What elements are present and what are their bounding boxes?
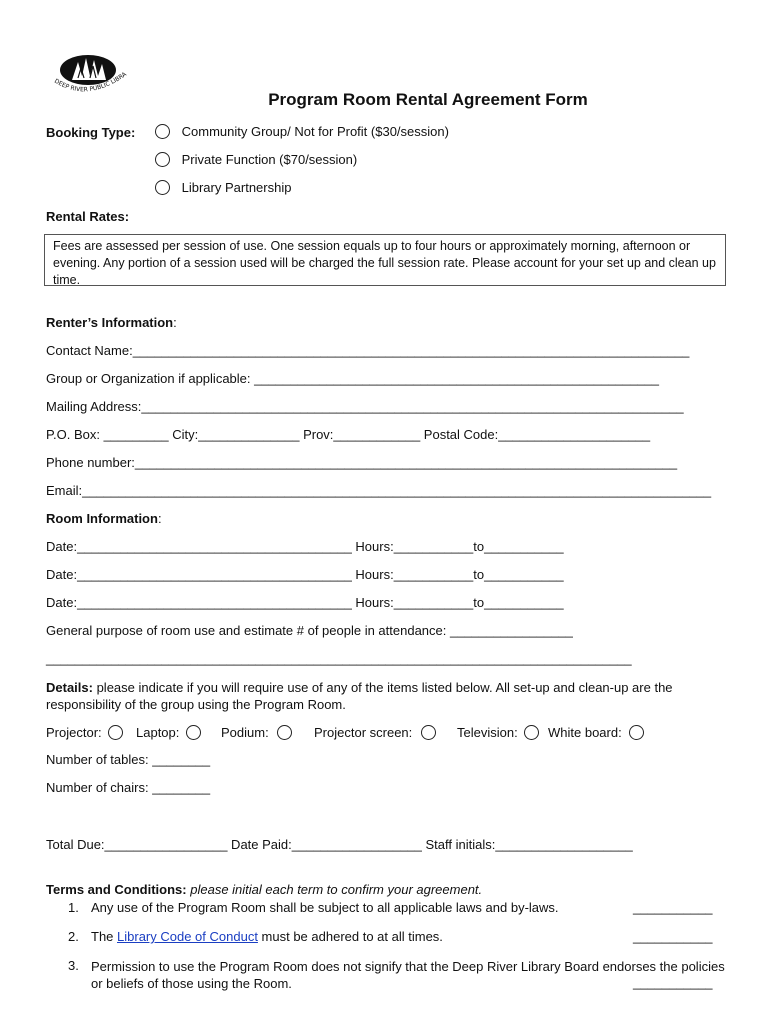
term-initial-field-2[interactable]: ___________	[633, 929, 713, 944]
radio-partnership[interactable]	[155, 180, 170, 195]
radio-projector[interactable]	[108, 725, 123, 740]
details-paragraph	[46, 679, 726, 713]
booking-option-partnership[interactable]	[155, 179, 291, 195]
renter-heading-text: Renter’s Information	[46, 315, 174, 330]
term-initial-field-1[interactable]: ___________	[633, 900, 713, 915]
contact-name-field[interactable]: Contact Name:_____________________________________________________________________________	[46, 343, 690, 358]
rental-rates-box: Fees are assessed per session of use. One session equals up to four hours or approximately morning, afternoon or evening. Any portion of a session used will be charged the full session rate. Please account for your set up and clean up time.	[44, 234, 726, 286]
details-text: please indicate if you will require use of any of the items listed below. All set-up and clean-up are the responsibility of the group using the Program Room.	[46, 680, 673, 712]
radio-podium[interactable]	[277, 725, 292, 740]
term-initial-field-3[interactable]: ___________	[633, 975, 713, 990]
booking-option-community[interactable]	[155, 123, 449, 139]
term-text	[91, 929, 443, 944]
equipment-label: Projector screen:	[314, 725, 413, 741]
terms-label: Terms and Conditions:	[46, 882, 187, 897]
radio-projector-screen[interactable]	[421, 725, 436, 740]
radio-white-board[interactable]	[629, 725, 644, 740]
terms-note: please initial each term to confirm your agreement.	[190, 882, 483, 897]
date-hours-field-1[interactable]: Date:______________________________________ Hours:___________to___________	[46, 539, 564, 554]
term-number: 2.	[68, 929, 79, 944]
equipment-podium[interactable]	[221, 724, 292, 740]
equipment-label: White board:	[548, 725, 622, 741]
booking-option-label: Community Group/ Not for Profit ($30/session)	[181, 124, 449, 140]
radio-private[interactable]	[155, 152, 170, 167]
term-number: 1.	[68, 900, 79, 915]
term-text: Any use of the Program Room shall be subject to all applicable laws and by-laws.	[91, 900, 559, 915]
room-heading	[46, 511, 162, 526]
organization-field[interactable]: Group or Organization if applicable: ________________________________________________________	[46, 371, 659, 386]
page-title: Program Room Rental Agreement Form	[268, 90, 588, 109]
radio-community[interactable]	[155, 124, 170, 139]
code-of-conduct-link[interactable]: Library Code of Conduct	[117, 929, 258, 944]
email-field[interactable]: Email:_______________________________________________________________________________________	[46, 483, 712, 498]
po-box-city-prov-postal-field[interactable]: P.O. Box: _________ City:______________ Prov:____________ Postal Code:_____________________	[46, 427, 651, 442]
booking-option-label: Library Partnership	[181, 180, 292, 196]
equipment-television[interactable]	[457, 724, 539, 740]
mailing-address-field[interactable]: Mailing Address:___________________________________________________________________________	[46, 399, 684, 414]
equipment-laptop[interactable]	[136, 724, 201, 740]
date-hours-field-2[interactable]: Date:______________________________________ Hours:___________to___________	[46, 567, 564, 582]
room-heading-colon: :	[157, 511, 162, 526]
renter-heading	[46, 315, 177, 330]
number-of-chairs-field[interactable]: Number of chairs: ________	[46, 780, 211, 795]
number-of-tables-field[interactable]: Number of tables: ________	[46, 752, 211, 767]
date-hours-field-3[interactable]: Date:______________________________________ Hours:___________to___________	[46, 595, 564, 610]
term-text-pre: The	[91, 929, 118, 944]
term-text: Permission to use the Program Room does not signify that the Deep River Library Board endorses the policies or beliefs of those using the Room.	[91, 959, 725, 991]
rental-rates-label: Rental Rates:	[46, 209, 130, 224]
term-text-post: must be adhered to at all times.	[257, 929, 443, 944]
purpose-line-field[interactable]: _________________________________________________________________________________	[46, 651, 632, 666]
booking-option-private[interactable]	[155, 151, 357, 167]
totals-field[interactable]: Total Due:_________________ Date Paid:__________________ Staff initials:___________________	[46, 837, 633, 852]
term-number: 3.	[68, 958, 79, 973]
equipment-white-board[interactable]	[548, 724, 644, 740]
booking-option-label: Private Function ($70/session)	[181, 152, 358, 168]
logo-text: DEEP RIVER PUBLIC LIBRA	[53, 70, 128, 94]
equipment-projector[interactable]	[46, 724, 123, 740]
details-label: Details:	[46, 680, 93, 695]
equipment-label: Projector:	[46, 725, 102, 741]
room-heading-text: Room Information	[46, 511, 158, 526]
terms-heading	[46, 882, 482, 897]
booking-type-label: Booking Type:	[46, 125, 136, 140]
phone-number-field[interactable]: Phone number:___________________________________________________________________________	[46, 455, 678, 470]
purpose-field[interactable]: General purpose of room use and estimate # of people in attendance: _________________	[46, 623, 573, 638]
equipment-label: Laptop:	[136, 725, 180, 741]
equipment-label: Podium:	[221, 725, 269, 741]
equipment-projector-screen[interactable]	[314, 724, 436, 740]
equipment-label: Television:	[457, 725, 518, 741]
radio-laptop[interactable]	[186, 725, 201, 740]
renter-heading-colon: :	[173, 315, 177, 330]
radio-television[interactable]	[524, 725, 539, 740]
